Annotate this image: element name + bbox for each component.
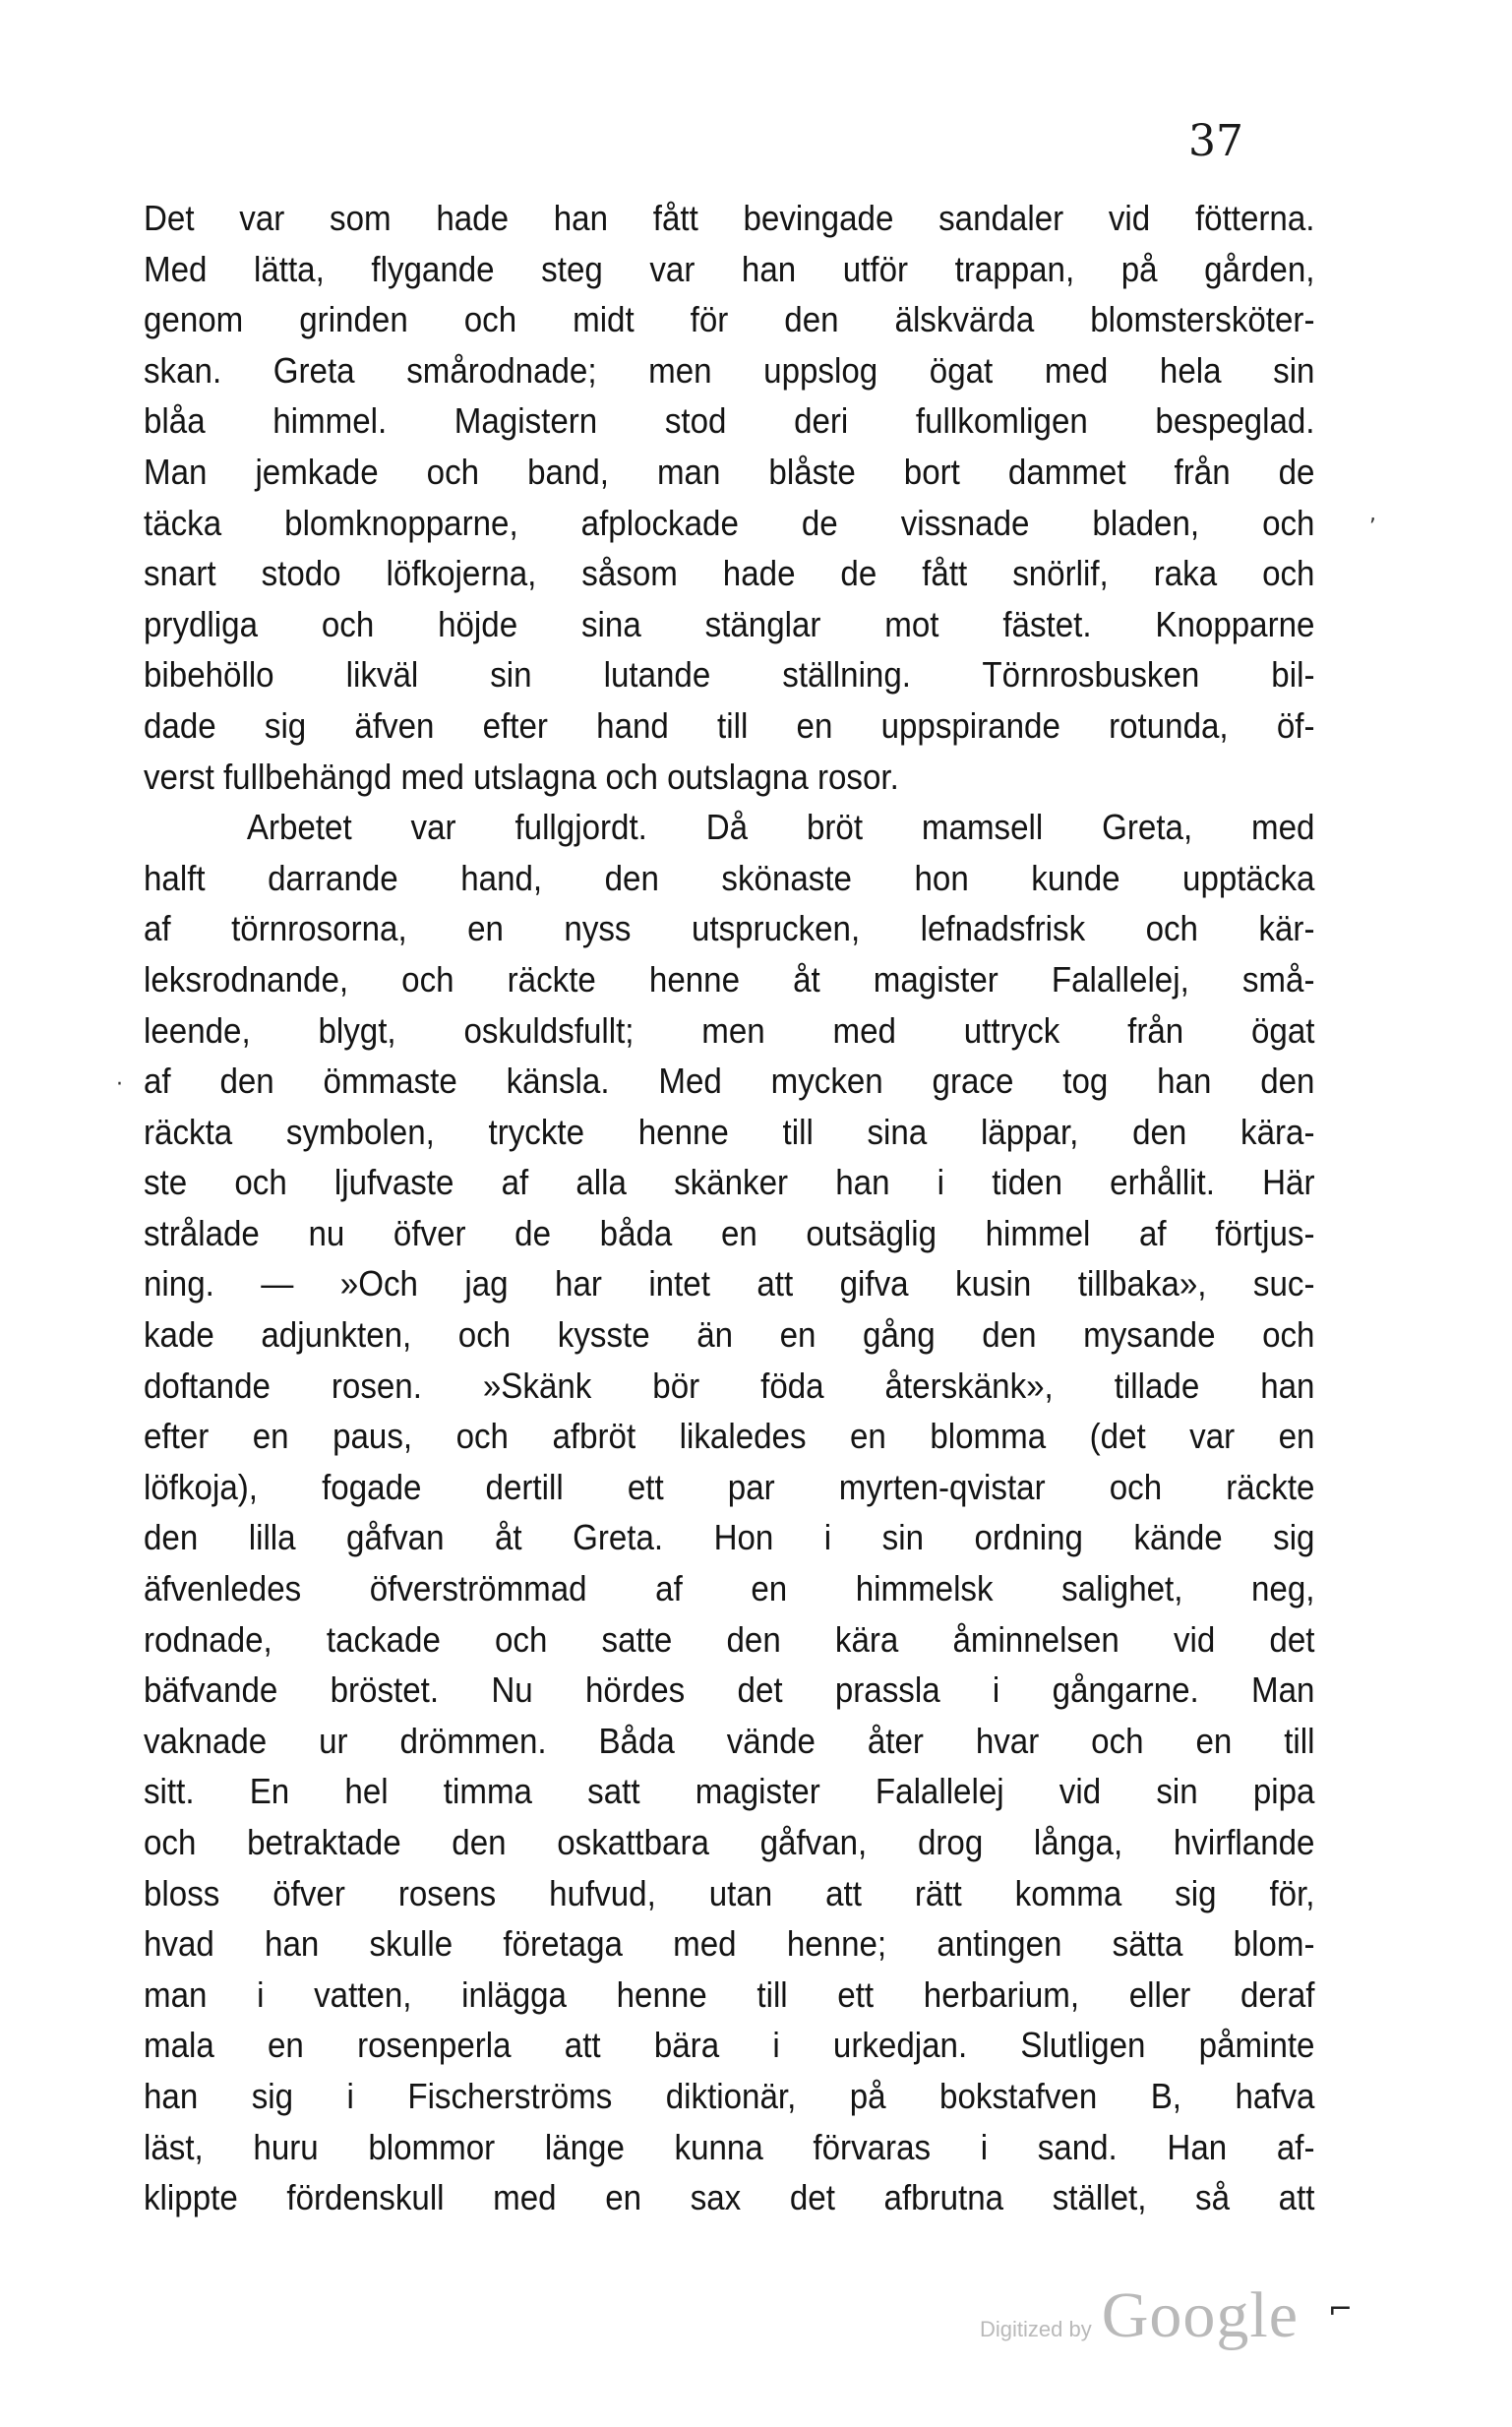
text-line: han sig i Fischerströms diktionär, på bokstafven B, hafva bbox=[144, 2075, 1315, 2116]
text-line: doftande rosen. »Skänk bör föda återskänk», tillade han bbox=[144, 1365, 1315, 1406]
text-line: verst fullbehängd med utslagna och outslagna rosor. bbox=[144, 756, 899, 797]
text-line: den lilla gåfvan åt Greta. Hon i sin ordning kände sig bbox=[144, 1517, 1315, 1558]
text-line: hvad han skulle företaga med henne; antingen sätta blom- bbox=[144, 1923, 1315, 1965]
text-line: bibehöllo likväl sin lutande ställning. Törnrosbusken bil- bbox=[144, 654, 1315, 696]
text-line: läst, huru blommor länge kunna förvaras i sand. Han af- bbox=[144, 2126, 1315, 2167]
text-line: leksrodnande, och räckte henne åt magister Falallelej, små- bbox=[144, 958, 1315, 1000]
body-text bbox=[144, 193, 1314, 2223]
text-line: blåa himmel. Magistern stod deri fullkomligen bespeglad. bbox=[144, 400, 1315, 442]
text-line: Man jemkade och band, man blåste bort dammet från de bbox=[144, 451, 1315, 492]
margin-speck-mark: , bbox=[1369, 502, 1376, 526]
text-line: bloss öfver rosens hufvud, utan att rätt komma sig för, bbox=[144, 1872, 1315, 1913]
margin-speck-mark: · bbox=[116, 1072, 123, 1097]
text-line: täcka blomknopparne, afplockade de vissnade bladen, och bbox=[144, 502, 1315, 543]
text-line: strålade nu öfver de båda en outsäglig himmel af förtjus- bbox=[144, 1212, 1315, 1253]
text-line: sitt. En hel timma satt magister Falallelej vid sin pipa bbox=[144, 1771, 1315, 1812]
text-line: leende, blygt, oskuldsfullt; men med uttryck från ögat bbox=[144, 1009, 1315, 1051]
text-line: ste och ljufvaste af alla skänker han i tiden erhållit. Här bbox=[144, 1162, 1315, 1203]
text-line: dade sig äfven efter hand till en uppspirande rotunda, öf- bbox=[144, 704, 1315, 746]
text-line: vaknade ur drömmen. Båda vände åter hvar och en till bbox=[144, 1720, 1315, 1761]
digitized-watermark bbox=[980, 2278, 1299, 2353]
text-line: äfvenledes öfverströmmad af en himmelsk salighet, neg, bbox=[144, 1568, 1315, 1609]
text-line: Det var som hade han fått bevingade sandaler vid fötterna. bbox=[144, 198, 1315, 238]
text-line: Med lätta, flygande steg var han utför trappan, på gården, bbox=[144, 248, 1315, 289]
text-line: och betraktade den oskattbara gåfvan, drog långa, hvirflande bbox=[144, 1822, 1315, 1862]
digitized-label: Digitized by bbox=[980, 2317, 1092, 2341]
text-line: mala en rosenperla att bära i urkedjan. Slutligen påminte bbox=[144, 2025, 1315, 2066]
text-line: bäfvande bröstet. Nu hördes det prassla i gångarne. Man bbox=[144, 1669, 1315, 1711]
text-line: skan. Greta smårodnade; men uppslog ögat med hela sin bbox=[144, 349, 1315, 391]
text-line: rodnade, tackade och satte den kära åminnelsen vid det bbox=[144, 1618, 1315, 1660]
text-line: af törnrosorna, en nyss utsprucken, lefnadsfrisk och kär- bbox=[144, 908, 1315, 949]
text-line: löfkoja), fogade dertill ett par myrten-qvistar och räckte bbox=[144, 1466, 1315, 1507]
text-line: efter en paus, och afbröt likaledes en blomma (det var en bbox=[144, 1416, 1315, 1457]
text-line: prydliga och höjde sina stänglar mot fästet. Knopparne bbox=[144, 603, 1315, 644]
page-number: 37 bbox=[1188, 116, 1243, 166]
text-line: halft darrande hand, den skönaste hon kunde upptäcka bbox=[144, 857, 1315, 898]
text-line: kade adjunkten, och kysste än en gång den mysande och bbox=[144, 1314, 1315, 1356]
text-line: räckta symbolen, tryckte henne till sina läppar, den kära- bbox=[144, 1111, 1315, 1152]
text-line: Arbetet var fullgjordt. Då bröt mamsell Greta, med bbox=[246, 807, 1315, 848]
corner-mark-icon: ⌐ bbox=[1328, 2292, 1354, 2327]
google-logo: Google bbox=[1101, 2279, 1300, 2351]
text-line: af den ömmaste känsla. Med mycken grace tog han den bbox=[144, 1061, 1315, 1102]
text-line: genom grinden och midt för den älskvärda blomstersköter- bbox=[144, 299, 1315, 340]
text-line: ning. — »Och jag har intet att gifva kusin tillbaka», suc- bbox=[144, 1263, 1315, 1305]
text-line: man i vatten, inlägga henne till ett herbarium, eller deraf bbox=[144, 1973, 1315, 2015]
text-line: klippte fördenskull med en sax det afbrutna stället, så att bbox=[144, 2177, 1315, 2218]
text-line: snart stodo löfkojerna, såsom hade de fått snörlif, raka och bbox=[144, 553, 1315, 594]
